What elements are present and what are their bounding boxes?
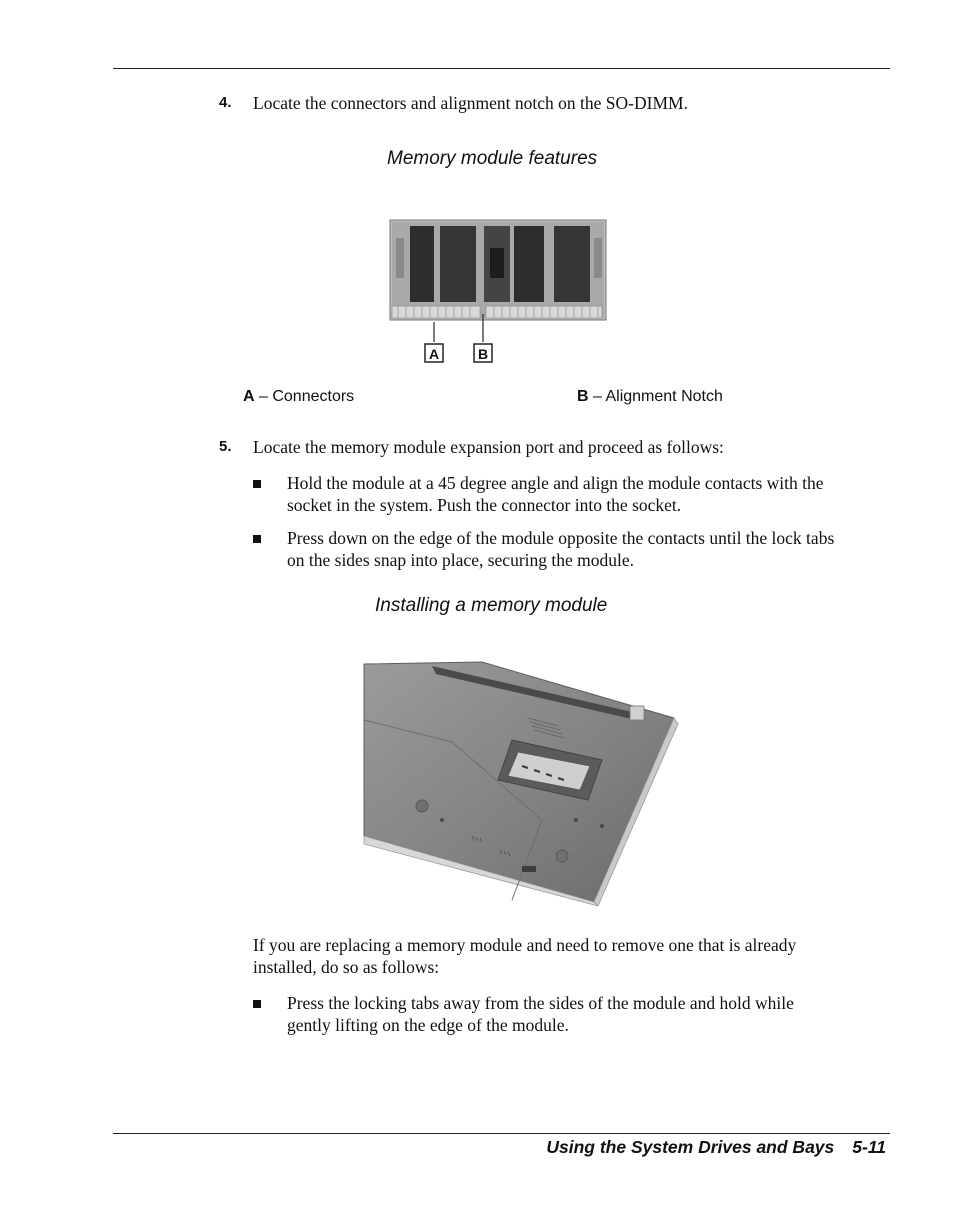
- bullet-square-icon: [253, 480, 261, 488]
- step-number: 5.: [219, 438, 232, 455]
- bullet-line: Press the locking tabs away from the sides of the module and hold while: [287, 993, 794, 1013]
- bullet-line: gently lifting on the edge of the module.: [287, 1015, 569, 1035]
- figure-caption-installing-memory-module: Installing a memory module: [375, 595, 608, 616]
- paragraph-line: installed, do so as follows:: [253, 957, 440, 977]
- footer-title: Using the System Drives and Bays: [546, 1137, 835, 1157]
- legend-text: – Alignment Notch: [588, 388, 723, 405]
- laptop-underside-image: [362, 660, 680, 906]
- page-number: 5-11: [852, 1137, 886, 1157]
- bullet-line: on the sides snap into place, securing the module.: [287, 550, 635, 570]
- legend-connectors: [243, 388, 354, 406]
- bullet-line: socket in the system. Push the connector into the socket.: [287, 495, 682, 515]
- footer-rule: [113, 1133, 890, 1134]
- header-rule: [113, 68, 890, 69]
- legend-key: B: [577, 388, 589, 405]
- bullet-square-icon: [253, 535, 261, 543]
- step-number: 4.: [219, 94, 232, 111]
- figure-caption-memory-module-features: Memory module features: [387, 148, 598, 169]
- replace-module-paragraph: [253, 934, 873, 978]
- callout-label-a: A: [428, 346, 440, 362]
- step-text: Locate the connectors and alignment notch on the SO-DIMM.: [253, 93, 688, 113]
- bullet-line: Press down on the edge of the module opposite the contacts until the lock tabs: [287, 528, 835, 548]
- callout-label-b: B: [477, 346, 489, 362]
- legend-alignment-notch: [577, 388, 723, 406]
- paragraph-line: If you are replacing a memory module and need to remove one that is already: [253, 935, 797, 955]
- step-text: Locate the memory module expansion port and proceed as follows:: [253, 437, 724, 457]
- bullet-line: Hold the module at a 45 degree angle and align the module contacts with the: [287, 473, 824, 493]
- so-dimm-module-image: [388, 218, 610, 368]
- legend-key: A: [243, 388, 255, 405]
- page-footer: [546, 1137, 886, 1158]
- bullet-square-icon: [253, 1000, 261, 1008]
- legend-text: – Connectors: [254, 388, 355, 405]
